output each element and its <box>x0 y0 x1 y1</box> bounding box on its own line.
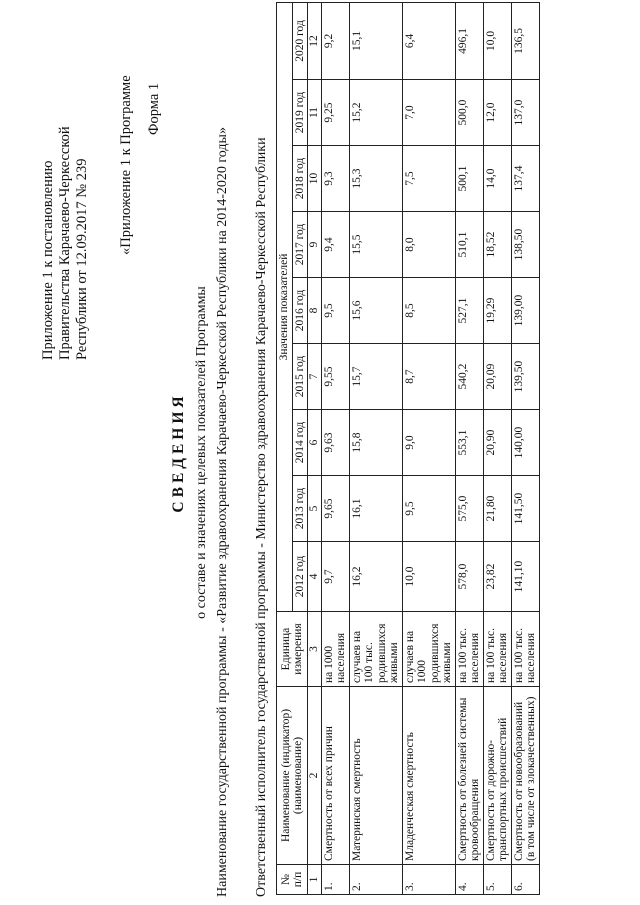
value-cell: 500,1 <box>455 146 483 212</box>
table-row <box>321 2 349 894</box>
unit-cell: на 100 тыс. населения <box>455 612 483 687</box>
value-cell: 15,3 <box>349 146 402 212</box>
value-cell: 6,4 <box>402 2 455 79</box>
value-cell: 16,1 <box>349 476 402 542</box>
value-cell: 138,50 <box>511 212 539 278</box>
header-name: Наименование (индикатор) (наименование) <box>277 687 308 865</box>
value-cell: 510,1 <box>455 212 483 278</box>
header-year: 2018 год <box>292 146 308 212</box>
indicator-name-cell: Материнская смертность <box>349 687 402 865</box>
value-cell: 527,1 <box>455 278 483 344</box>
indicator-name-cell: Смертность от болезней системы кровообращения <box>455 687 483 865</box>
column-number-cell: 8 <box>308 278 322 344</box>
value-cell: 10,0 <box>402 542 455 612</box>
approval-line-1: Приложение 1 к постановлению <box>40 160 56 360</box>
unit-cell: на 100 тыс. населения <box>483 612 511 687</box>
executor-line: Ответственный исполнитель государственной программы - Министерство здравоохранения Карачаево-Черкесской Республики <box>254 137 269 897</box>
value-cell: 8,0 <box>402 212 455 278</box>
value-cell: 578,0 <box>455 542 483 612</box>
unit-cell: случаев на 100 тыс. родившихся живыми <box>349 612 402 687</box>
value-cell: 15,6 <box>349 278 402 344</box>
value-cell: 139,00 <box>511 278 539 344</box>
column-number-cell: 4 <box>308 542 322 612</box>
value-cell: 18,52 <box>483 212 511 278</box>
approval-line-2: Правительства Карачаево-Черкесской <box>57 126 73 360</box>
row-number-cell: 2. <box>349 865 402 895</box>
value-cell: 9,25 <box>321 80 349 146</box>
table-row <box>483 2 511 894</box>
table-row <box>455 2 483 894</box>
value-cell: 14,0 <box>483 146 511 212</box>
value-cell: 15,2 <box>349 80 402 146</box>
indicators-table <box>276 2 540 895</box>
value-cell: 9,55 <box>321 344 349 410</box>
header-unit: Единица измерения <box>277 612 308 687</box>
value-cell: 9,65 <box>321 476 349 542</box>
table-row <box>349 2 402 894</box>
value-cell: 9,5 <box>321 278 349 344</box>
header-year: 2017 год <box>292 212 308 278</box>
appendix-note: «Приложение 1 к Программе <box>118 75 134 255</box>
value-cell: 15,5 <box>349 212 402 278</box>
value-cell: 136,5 <box>511 2 539 79</box>
column-number-cell: 11 <box>308 80 322 146</box>
document-subtitle: о составе и значениях целевых показателей Программы <box>194 286 209 619</box>
value-cell: 15,7 <box>349 344 402 410</box>
indicator-name-cell: Смертность от дорожно-транспортных происшествий <box>483 687 511 865</box>
value-cell: 21,80 <box>483 476 511 542</box>
approval-block <box>40 20 91 360</box>
indicator-name-cell: Младенческая смертность <box>402 687 455 865</box>
value-cell: 9,5 <box>402 476 455 542</box>
value-cell: 137,0 <box>511 80 539 146</box>
value-cell: 141,50 <box>511 476 539 542</box>
value-cell: 496,1 <box>455 2 483 79</box>
approval-line-3: Республики от 12.09.2017 № 239 <box>74 158 90 360</box>
value-cell: 10,0 <box>483 2 511 79</box>
column-number-cell: 6 <box>308 410 322 476</box>
header-num: № п/п <box>277 865 308 895</box>
form-label: Форма 1 <box>146 82 162 135</box>
header-year: 2014 год <box>292 410 308 476</box>
document-title: СВЕДЕНИЯ <box>170 392 187 513</box>
value-cell: 9,63 <box>321 410 349 476</box>
column-number-cell: 9 <box>308 212 322 278</box>
table-body <box>308 2 540 894</box>
value-cell: 7,0 <box>402 80 455 146</box>
value-cell: 553,1 <box>455 410 483 476</box>
indicator-name-cell: Смертность от новообразований (в том числе от злокачественных) <box>511 687 539 865</box>
value-cell: 7,5 <box>402 146 455 212</box>
row-number-cell: 4. <box>455 865 483 895</box>
value-cell: 16,2 <box>349 542 402 612</box>
value-cell: 9,7 <box>321 542 349 612</box>
value-cell: 19,29 <box>483 278 511 344</box>
value-cell: 137,4 <box>511 146 539 212</box>
value-cell: 8,7 <box>402 344 455 410</box>
header-values-group: Значения показателей <box>277 2 293 611</box>
header-year: 2013 год <box>292 476 308 542</box>
value-cell: 15,8 <box>349 410 402 476</box>
table-row <box>402 2 455 894</box>
table-row <box>511 2 539 894</box>
program-name-line: Наименование государственной программы - «Развитие здравоохранения Карачаево-Черкесской Республики на 2014-2020 годы» <box>215 127 230 897</box>
column-number-cell: 7 <box>308 344 322 410</box>
header-year: 2012 год <box>292 542 308 612</box>
column-number-cell: 5 <box>308 476 322 542</box>
value-cell: 140,00 <box>511 410 539 476</box>
indicator-name-cell: Смертность от всех причин <box>321 687 349 865</box>
row-number-cell: 3. <box>402 865 455 895</box>
row-number-cell: 1. <box>321 865 349 895</box>
value-cell: 23,82 <box>483 542 511 612</box>
value-cell: 575,0 <box>455 476 483 542</box>
column-number-cell: 12 <box>308 2 322 79</box>
unit-cell: случаев на 1000 родившихся живыми <box>402 612 455 687</box>
value-cell: 141,10 <box>511 542 539 612</box>
value-cell: 12,0 <box>483 80 511 146</box>
column-number-cell: 3 <box>308 612 322 687</box>
value-cell: 8,5 <box>402 278 455 344</box>
value-cell: 20,90 <box>483 410 511 476</box>
header-year: 2020 год <box>292 2 308 79</box>
column-number-cell: 1 <box>308 865 322 895</box>
value-cell: 139,50 <box>511 344 539 410</box>
value-cell: 540,2 <box>455 344 483 410</box>
column-number-cell: 10 <box>308 146 322 212</box>
column-number-cell: 2 <box>308 687 322 865</box>
row-number-cell: 5. <box>483 865 511 895</box>
column-numbers-row <box>308 2 322 894</box>
value-cell: 9,0 <box>402 410 455 476</box>
value-cell: 500,0 <box>455 80 483 146</box>
row-number-cell: 6. <box>511 865 539 895</box>
unit-cell: на 1000 населения <box>321 612 349 687</box>
unit-cell: на 100 тыс. населения <box>511 612 539 687</box>
value-cell: 20,09 <box>483 344 511 410</box>
header-year: 2015 год <box>292 344 308 410</box>
value-cell: 15,1 <box>349 2 402 79</box>
value-cell: 9,4 <box>321 212 349 278</box>
value-cell: 9,3 <box>321 146 349 212</box>
value-cell: 9,2 <box>321 2 349 79</box>
header-year: 2019 год <box>292 80 308 146</box>
header-year: 2016 год <box>292 278 308 344</box>
